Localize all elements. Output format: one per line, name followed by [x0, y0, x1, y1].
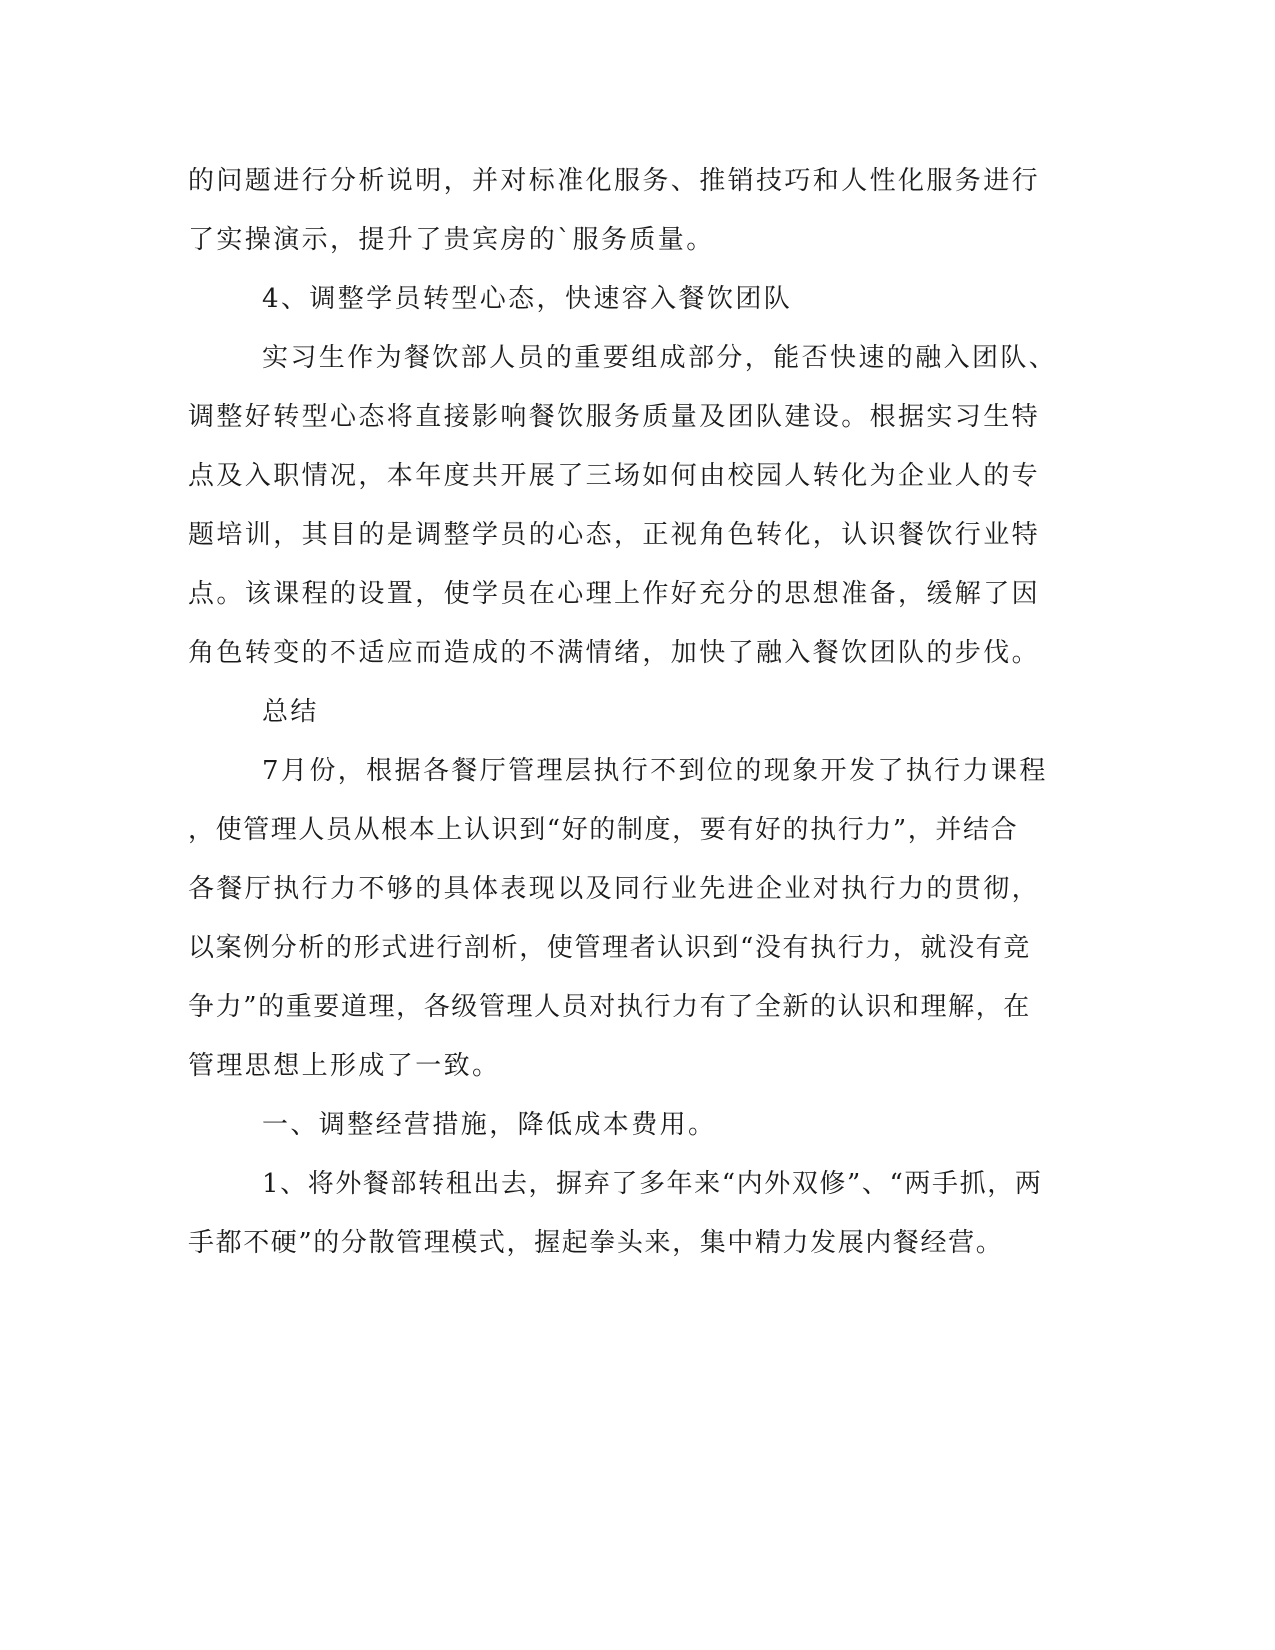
section-heading: 4、调整学员转型心态，快速容入餐饮团队 — [262, 284, 793, 314]
paragraph-line: 以案例分析的形式进行剖析，使管理者认识到“没有执行力，就没有竞 — [188, 933, 1031, 963]
section-heading: 一、调整经营措施，降低成本费用。 — [262, 1110, 717, 1140]
paragraph-line: 实习生作为餐饮部人员的重要组成部分，能否快速的融入团队、 — [262, 343, 1058, 373]
paragraph-line: 的问题进行分析说明，并对标准化服务、推销技巧和人性化服务进行 — [188, 166, 1041, 196]
section-heading: 总结 — [262, 697, 319, 727]
paragraph-line: 角色转变的不适应而造成的不满情绪，加快了融入餐饮团队的步伐。 — [188, 638, 1041, 668]
paragraph-line: ，使管理人员从根本上认识到“好的制度，要有好的执行力”，并结合 — [188, 815, 1019, 845]
paragraph-line: 各餐厅执行力不够的具体表现以及同行业先进企业对执行力的贯彻， — [188, 874, 1041, 904]
paragraph-line: 管理思想上形成了一致。 — [188, 1051, 501, 1081]
paragraph-line: 点。该课程的设置，使学员在心理上作好充分的思想准备，缓解了因 — [188, 579, 1041, 609]
paragraph-line: 1、将外餐部转租出去，摒弃了多年来“内外双修”、“两手抓，两 — [262, 1169, 1043, 1199]
paragraph-line: 调整好转型心态将直接影响餐饮服务质量及团队建设。根据实习生特 — [188, 402, 1041, 432]
paragraph-line: 争力”的重要道理，各级管理人员对执行力有了全新的认识和理解，在 — [188, 992, 1031, 1022]
paragraph-line: 手都不硬”的分散管理模式，握起拳头来，集中精力发展内餐经营。 — [188, 1228, 1004, 1258]
paragraph-line: 7月份，根据各餐厅管理层执行不到位的现象开发了执行力课程 — [262, 756, 1048, 786]
paragraph-line: 题培训，其目的是调整学员的心态，正视角色转化，认识餐饮行业特 — [188, 520, 1041, 550]
paragraph-line: 点及入职情况，本年度共开展了三场如何由校园人转化为企业人的专 — [188, 461, 1041, 491]
paragraph-line: 了实操演示，提升了贵宾房的`服务质量。 — [188, 225, 715, 255]
